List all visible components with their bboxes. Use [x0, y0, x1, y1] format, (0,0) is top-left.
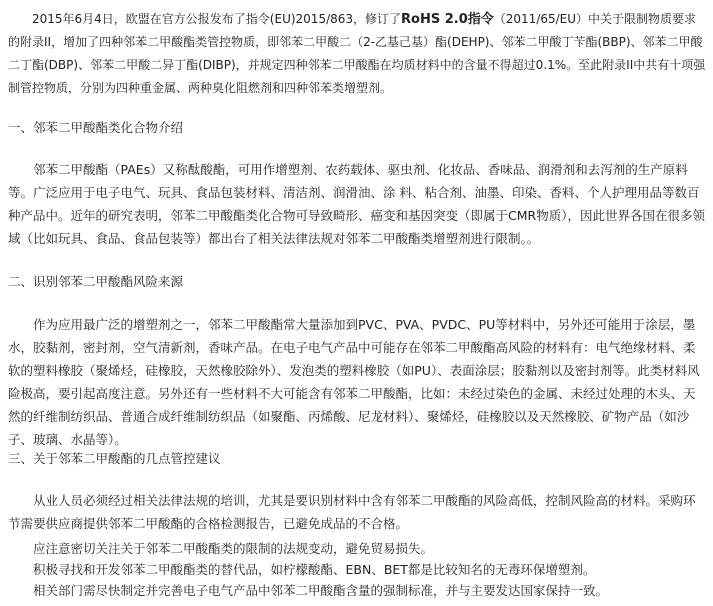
intro-text-start: 2015年6月4日，欧盟在官方公报发布了指令(EU)2015/863，修订了: [32, 12, 402, 26]
recommendation-line-3: 相关部门需尽快制定并完善电子电气产品中邻苯二甲酸酯含量的强制标准，并与主要发达国家保持一致。: [33, 583, 609, 598]
recommendation-line-1: 应注意密切关注关于邻苯二甲酸酯类的限制的法规变动，避免贸易损失。: [33, 541, 434, 556]
section-1-heading: 一、邻苯二甲酸酯类化合物介绍: [8, 120, 184, 135]
intro-paragraph: [8, 8, 706, 100]
intro-text-end: （2011/65/EU）中关于限制物质要求的附录II，增加了四种邻苯二甲酸酯类管控物质，即邻苯二甲酸二（2-乙基己基）酯(DEHP)、邻苯二甲酸丁苄酯(BBP)、邻苯二甲酸二丁酯(DBP)、邻苯二甲酸二异丁酯(DIBP)，并规定四种邻苯二甲酸酯在均质材料中的含量不得超过0.1%。至此附录II中共有十项强制管控物质，分别为四种重金属、两种臭化阻燃剂和四种邻苯类增塑剂。: [8, 12, 706, 95]
recommendation-line-2: 积极寻找和开发邻苯二甲酸酯类的替代品，如柠檬酸酯、EBN、BET都是比较知名的无毒环保增塑剂。: [33, 562, 596, 577]
section-3-heading: 三、关于邻苯二甲酸酯的几点管控建议: [8, 451, 221, 466]
section-2-heading: 二、识别邻苯二甲酸酯风险来源: [8, 274, 184, 289]
rohs-directive-bold: RoHS 2.0指令: [401, 12, 494, 27]
section-1-body: 邻苯二甲酸酯（PAEs）又称酞酸酯，可用作增塑剂、农药载体、驱虫剂、化妆品、香味品、润滑剂和去泻剂的生产原料等。广泛应用于电子电气、玩具、食品包装材料、清洁剂、润滑油、涂 料、粘合剂、油墨、印染、香料、个人护理用品等数百种产品中。近年的研究表明，邻苯二甲酸酯类化合物可导致畸形、癌变和基因突变（即属于CMR物质），因此世界各国在很多领域（比如玩具、食品、食品包装等）都出台了相关法律法规对邻苯二甲酸酯类增塑剂进行限制。。: [8, 162, 705, 246]
section-3-body: 从业人员必须经过相关法律法规的培训，尤其是要识别材料中含有邻苯二甲酸酯的风险高低，控制风险高的材料。采购环节需要供应商提供邻苯二甲酸酯的合格检测报告，已避免成品的不合格。: [8, 493, 696, 531]
section-2-body: 作为应用最广泛的增塑剂之一，邻苯二甲酸酯常大量添加到PVC、PVA、PVDC、PU等材料中，另外还可能用于涂层，墨水，胶黏剂，密封剂，空气清新剂，香味产品。在电子电气产品中可能存在邻苯二甲酸酯高风险的材料有：电气绝缘材料、柔软的塑料橡胶（聚烯烃，硅橡胶，天然橡胶除外）、发泡类的塑料橡胶（如PU）、表面涂层；胶黏剂以及密封剂等。此类材料风险极高，要引起高度注意。另外还有一些材料不大可能含有邻苯二甲酸酯，比如：未经过染色的金属、未经过处理的木头、天然的纤维制纺织品、普通合成纤维制纺织品（如聚酯、丙烯酸、尼龙材料）、聚烯烃，硅橡胶以及天然橡胶、矿物产品（如沙子、玻璃、水晶等）。: [8, 317, 700, 447]
